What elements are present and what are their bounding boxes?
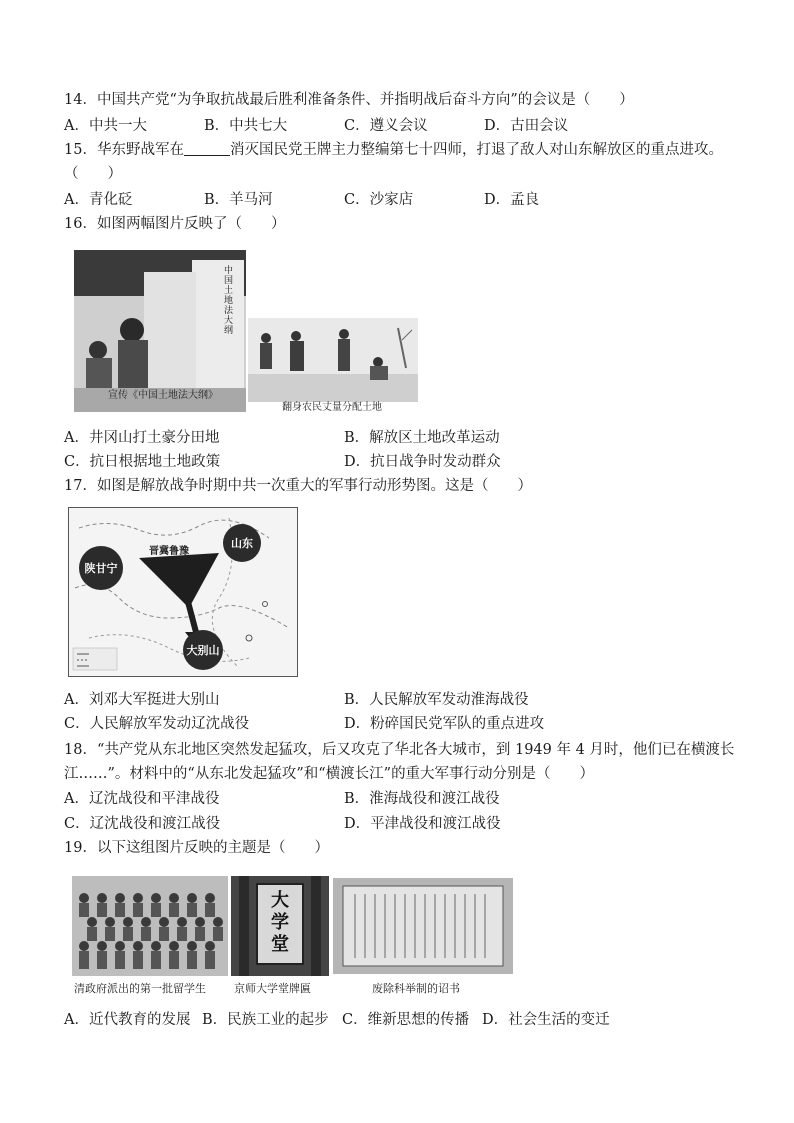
q19-photo-students [72,876,228,976]
q16-stem: 16．如图两幅图片反映了（ ） [64,216,286,232]
q14-stem: 14．中国共产党“为争取抗战最后胜利准备条件、并指明战后奋斗方向”的会议是（ ） [64,92,634,108]
q17-region-shandong: 山东 [223,524,261,562]
q18-option-a[interactable]: A．辽沈战役和平津战役 [64,791,220,807]
q17-stem: 17．如图是解放战争时期中共一次重大的军事行动形势图。这是（ ） [64,478,532,494]
q18-stem-line1: 18．“共产党从东北地区突然发起猛攻，后又攻克了华北各大城市，到 1949 年 4 月时，他们已在横渡长 [64,742,735,758]
q16-photo-sign-text: 中国土地法大纲 [224,266,234,336]
q19-plaque-text: 大学堂 [271,890,289,955]
q16-option-a[interactable]: A．井冈山打土豪分田地 [64,430,220,446]
q14-option-d[interactable]: D．古田会议 [484,118,569,134]
q15-stem-after: 消灭国民党王牌主力整编第七十四师，打退了敌人对山东解放区的重点进攻。 [229,142,723,158]
q18-option-b[interactable]: B．淮海战役和渡江战役 [344,791,500,807]
q16-photo-land-measurement [248,318,418,402]
q19-option-a[interactable]: A．近代教育的发展 [64,1012,191,1028]
q19-photo-plaque [231,876,329,976]
q19-photo-edict [333,878,513,974]
q16-option-d[interactable]: D．抗日战争时发动群众 [344,454,501,470]
q18-stem-line2: 江……”。材料中的“从东北发起猛攻”和“横渡长江”的重大军事行动分别是（ ） [64,766,595,782]
q19-option-d[interactable]: D．社会生活的变迁 [482,1012,610,1028]
q15-option-c[interactable]: C．沙家店 [344,192,414,208]
q19-fig1-caption: 清政府派出的第一批留学生 [74,982,206,995]
q14-option-a[interactable]: A．中共一大 [64,118,147,134]
q19-stem: 19．以下这组图片反映的主题是（ ） [64,840,329,856]
q17-option-b[interactable]: B．人民解放军发动淮海战役 [344,692,529,708]
q19-option-b[interactable]: B．民族工业的起步 [202,1012,329,1028]
q19-fig3-caption: 废除科举制的诏书 [372,982,460,995]
q15-option-a[interactable]: A．青化砭 [64,192,133,208]
q15-stem-cont: （ ） [64,166,122,182]
q17-region-dabieshan: 大别山 [183,630,223,670]
q15-option-d[interactable]: D．孟良 [484,192,540,208]
q17-option-c[interactable]: C．人民解放军发动辽沈战役 [64,716,250,732]
q17-option-d[interactable]: D．粉碎国民党军队的重点进攻 [344,716,545,732]
q19-photo-students-image [72,876,228,976]
q15-stem-before: 15．华东野战军在 [64,142,184,158]
q15-answer-blank [184,141,230,156]
q17-label-jinjiluyu: 晋冀鲁豫 [149,546,189,557]
q15-option-b[interactable]: B．羊马河 [204,192,273,208]
q16-photo-farmers-image [248,318,418,402]
q19-option-c[interactable]: C．维新思想的传播 [342,1012,470,1028]
q15-stem [64,140,723,160]
q14-option-b[interactable]: B．中共七大 [204,118,288,134]
q19-fig2-caption: 京师大学堂牌匾 [234,982,311,995]
q19-edict-image [333,878,513,974]
q16-fig1-caption: 宣传《中国土地法大纲》 [108,390,218,401]
q17-option-a[interactable]: A．刘邓大军挺进大别山 [64,692,220,708]
q16-fig2-caption: 翻身农民丈量分配土地 [282,402,382,413]
q18-option-d[interactable]: D．平津战役和渡江战役 [344,816,501,832]
q17-military-map [68,507,298,677]
q14-option-c[interactable]: C．遵义会议 [344,118,428,134]
q17-region-shaanganning: 陕甘宁 [79,546,123,590]
q18-option-c[interactable]: C．辽沈战役和渡江战役 [64,816,221,832]
q16-option-c[interactable]: C．抗日根据地土地政策 [64,454,221,470]
q16-option-b[interactable]: B．解放区土地改革运动 [344,430,500,446]
